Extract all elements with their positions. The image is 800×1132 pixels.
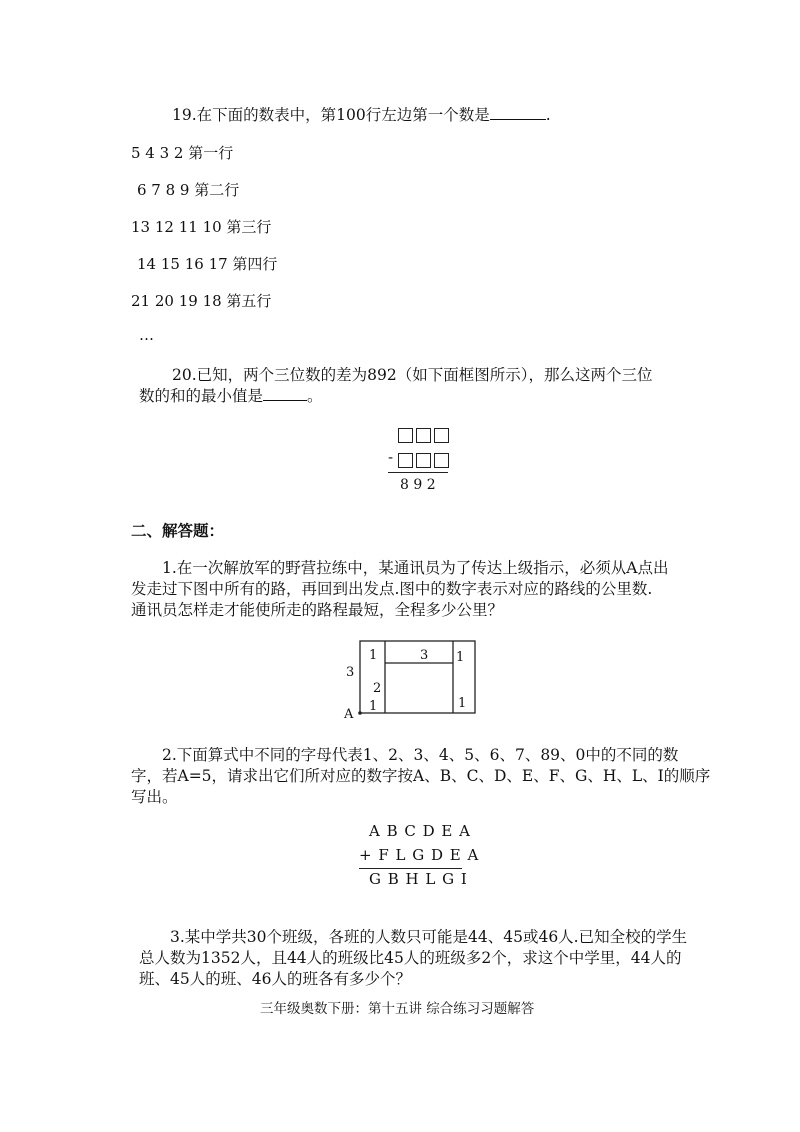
subtraction-rule [388, 472, 448, 473]
q19-row-5: 21 20 19 18 第五行 [131, 292, 272, 310]
q19-ellipsis: … [139, 326, 154, 344]
edge-label-1-top-left: 1 [369, 648, 378, 663]
edge-label-2: 2 [373, 681, 382, 696]
p3-line-2: 总人数为1352人，且44人的班级比45人的班级多2个，求这个中学里，44人的 [139, 949, 682, 967]
p2-line-1: 2.下面算式中不同的字母代表1、2、3、4、5、6、7、89、0中的不同的数 [162, 746, 679, 764]
edge-label-1-bottom-right: 1 [458, 696, 467, 711]
q19-text: 19.在下面的数表中，第100行左边第一个数是 [172, 106, 490, 124]
q20-end: 。 [307, 387, 323, 405]
q20-line-2 [139, 385, 323, 408]
p2-line-2: 字，若A=5，请求出它们所对应的数字按A、B、C、D、E、F、G、H、L、I的顺序 [131, 767, 711, 785]
section-2-title: 二、解答题： [131, 521, 225, 540]
answer-blank [490, 105, 546, 120]
digit-box [398, 453, 413, 468]
point-a-dot [358, 711, 362, 715]
p2-line-3: 写出。 [131, 788, 178, 806]
minus-sign: - [388, 448, 394, 466]
outer-rectangle [360, 641, 475, 713]
difference-value: 8 9 2 [400, 477, 436, 493]
q20-line-1: 20.已知，两个三位数的差为892（如下面框图所示），那么这两个三位 [172, 366, 653, 384]
digit-box [434, 453, 449, 468]
subtrahend-boxes [398, 450, 452, 469]
addition-row-1: A B C D E A [369, 822, 471, 840]
edge-label-3-top: 3 [420, 648, 429, 663]
q19-row-3: 13 12 11 10 第三行 [131, 218, 272, 236]
p1-line-1: 1.在一次解放军的野营拉练中，某通讯员为了传达上级指示，必须从A点出 [162, 559, 669, 577]
digit-box [416, 453, 431, 468]
p3-line-3: 班、45人的班、46人的班各有多少个？ [139, 970, 411, 988]
minuend-boxes [398, 425, 452, 444]
p1-line-2: 发走过下图中所有的路，再回到出发点.图中的数字表示对应的路线的公里数. [131, 580, 653, 598]
q20-text: 数的和的最小值是 [139, 387, 264, 405]
answer-blank [263, 386, 307, 401]
addition-row-3: G B H L G I [369, 870, 468, 888]
digit-box [398, 428, 413, 443]
point-a-label: A [344, 707, 354, 722]
q19-row-4: 14 15 16 17 第四行 [137, 255, 278, 273]
p3-line-1: 3.某中学共30个班级，各班的人数只可能是44、45或46人.已知全校的学生 [170, 928, 688, 946]
edge-label-3-left: 3 [346, 665, 355, 680]
edge-label-1-bottom-left: 1 [369, 699, 378, 714]
p1-line-3: 通讯员怎样走才能使所走的路程最短，全程多少公里？ [131, 601, 504, 619]
q19-row-2: 6 7 8 9 第二行 [137, 181, 240, 199]
q19-prompt [172, 104, 551, 127]
digit-box [416, 428, 431, 443]
page-footer: 三年级奥数下册：第十五讲 综合练习习题解答 [260, 1001, 535, 1017]
addition-row-2: + F L G D E A [359, 846, 480, 864]
q19-end: . [545, 106, 551, 124]
digit-box [434, 428, 449, 443]
edge-label-1-top-right: 1 [456, 650, 465, 665]
q19-row-1: 5 4 3 2 第一行 [131, 144, 234, 162]
